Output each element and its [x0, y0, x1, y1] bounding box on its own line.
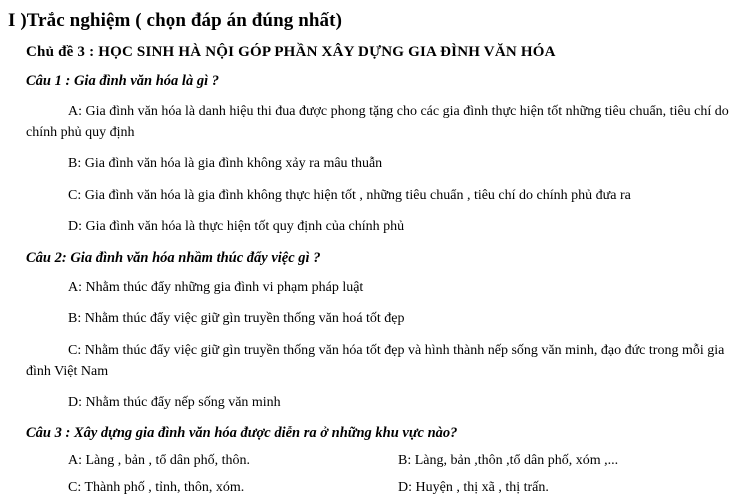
question-prompt-1: Câu 1 : Gia đình văn hóa là gì ?: [26, 73, 219, 89]
section-title: I )Trắc nghiệm ( chọn đáp án đúng nhất): [8, 10, 343, 31]
answer-option-3d: D: Huyện , thị xã , thị trấn.: [398, 480, 549, 496]
question-prompt-2: Câu 2: Gia đình văn hóa nhầm thúc đẩy việc gì ?: [26, 249, 321, 266]
document-page: [0, 10, 732, 494]
answer-option-2b: B: Nhằm thúc đẩy việc giữ gìn truyền thống văn hoá tốt đẹp: [68, 310, 405, 326]
answer-row-3-2: [68, 480, 732, 496]
answer-option-2c: C: Nhằm thúc đẩy việc giữ gìn truyền thống văn hóa tốt đẹp và hình thành nếp sống văn minh, đạo đức trong mỗi gia đình Việt Nam: [26, 343, 725, 380]
answer-option-1b: B: Gia đình văn hóa là gia đình không xảy ra mâu thuẫn: [68, 156, 383, 171]
answer-option-2a: A: Nhằm thúc đẩy những gia đình vi phạm pháp luật: [68, 279, 364, 295]
answer-row-3-1: [68, 453, 732, 469]
answer-option-2d: D: Nhằm thúc đẩy nếp sống văn minh: [68, 395, 281, 411]
topic-title: Chủ đề 3 : HỌC SINH HÀ NỘI GÓP PHẦN XÂY DỰNG GIA ĐÌNH VĂN HÓA: [26, 44, 556, 60]
answer-option-1a: A: Gia đình văn hóa là danh hiệu thi đua được phong tặng cho các gia đình thực hiện tốt những tiêu chuẩn, tiêu chí do chính phủ quy định: [26, 104, 729, 140]
answer-option-3c: C: Thành phố , tỉnh, thôn, xóm.: [68, 480, 245, 496]
answer-option-3b: B: Làng, bản ,thôn ,tổ dân phố, xóm ,...: [398, 453, 619, 469]
answer-option-1d: D: Gia đình văn hóa là thực hiện tốt quy định của chính phủ: [68, 219, 405, 235]
answer-option-1c: C: Gia đình văn hóa là gia đình không thực hiện tốt , những tiêu chuẩn , tiêu chí do chính phủ đưa ra: [68, 188, 631, 204]
answer-option-3a: A: Làng , bản , tổ dân phố, thôn.: [68, 453, 250, 469]
question-prompt-3: Câu 3 : Xây dựng gia đình văn hóa được diễn ra ở những khu vực nào?: [26, 425, 458, 442]
